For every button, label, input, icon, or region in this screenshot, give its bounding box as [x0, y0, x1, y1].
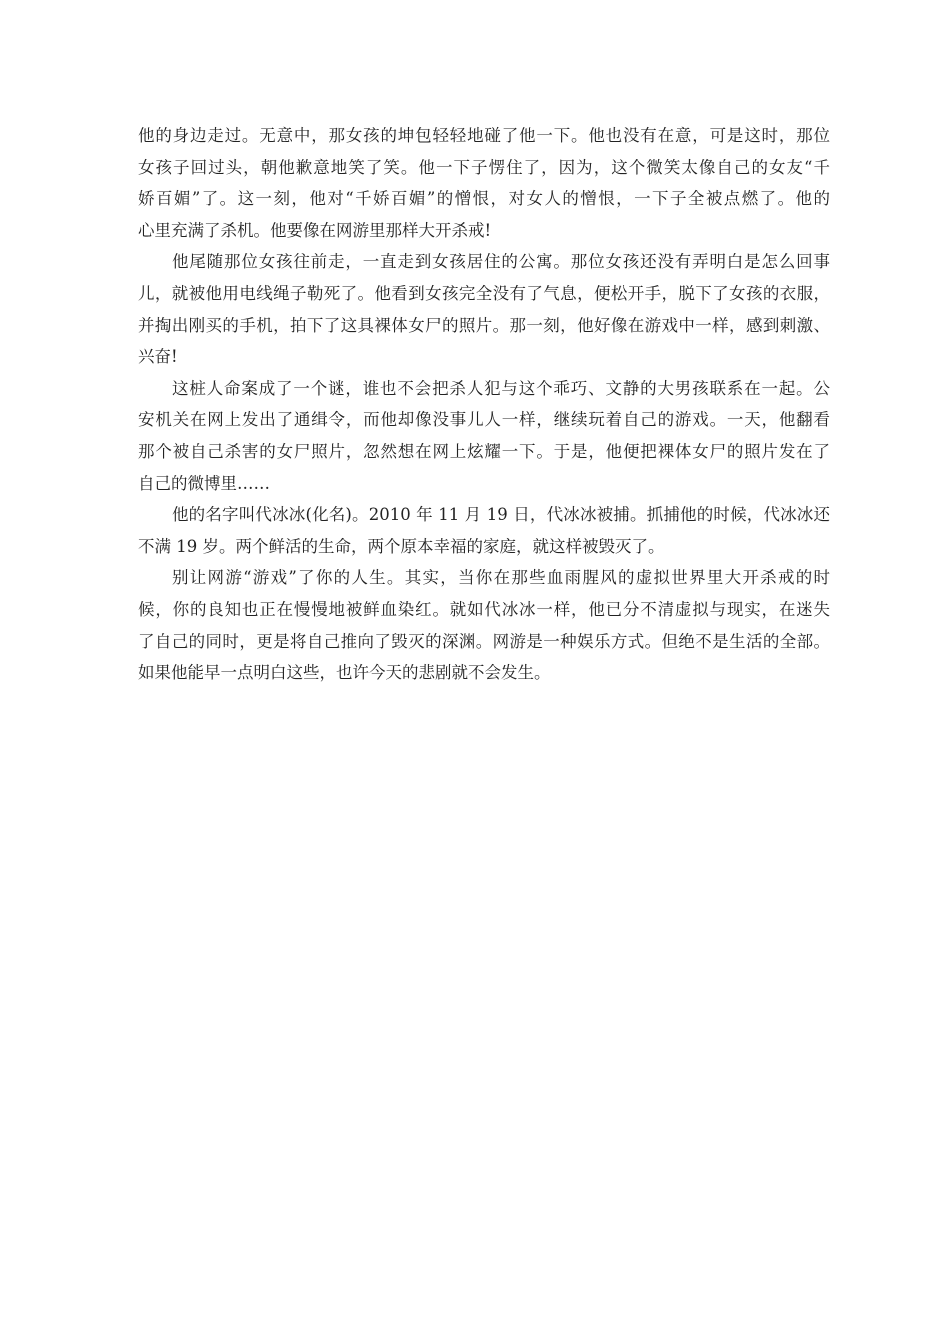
text-line: 他的身边走过。无意中，那女孩的坤包轻轻地碰了他一下。他也没有在意，可是这时，那位	[138, 126, 830, 145]
paragraph-first-line: 他尾随那位女孩往前走，一直走到女孩居住的公寓。那位女孩还没有弄明白是怎么回事	[172, 252, 830, 272]
text-line: 如果他能早一点明白这些，也许今天的悲剧就不会发生。	[138, 663, 551, 683]
text-line: 候，你的良知也正在慢慢地被鲜血染红。就如代冰冰一样，他已分不清虚拟与现实，在迷失	[138, 599, 830, 619]
text-line: 儿，就被他用电线绳子勒死了。他看到女孩完全没有了气息，便松开手，脱下了女孩的衣服，	[138, 283, 830, 303]
text-line: 不满 19 岁。两个鲜活的生命，两个原本幸福的家庭，就这样被毁灭了。	[138, 536, 665, 556]
paragraph-first-line: 这桩人命案成了一个谜，谁也不会把杀人犯与这个乖巧、文静的大男孩联系在一起。公	[172, 378, 830, 398]
text-line: 娇百媚”了。这一刻，他对“千娇百媚”的憎恨，对女人的憎恨，一下子全被点燃了。他的	[138, 189, 830, 209]
paragraph-first-line: 他的名字叫代冰冰(化名)。2010 年 11 月 19 日，代冰冰被捕。抓捕他的时候，代冰冰还	[172, 505, 830, 525]
article-body	[138, 120, 830, 689]
text-line: 兴奋!	[138, 347, 178, 367]
text-line: 了自己的同时，更是将自己推向了毁灭的深渊。网游是一种娱乐方式。但绝不是生活的全部。	[138, 631, 830, 651]
text-line: 自己的微博里……	[138, 473, 270, 493]
text-line: 那个被自己杀害的女尸照片，忽然想在网上炫耀一下。于是，他便把裸体女尸的照片发在了	[138, 441, 830, 461]
text-line: 并掏出刚买的手机，拍下了这具裸体女尸的照片。那一刻，他好像在游戏中一样，感到刺激、	[138, 315, 830, 335]
paragraph-first-line: 别让网游“游戏”了你的人生。其实，当你在那些血雨腥风的虚拟世界里大开杀戒的时	[172, 568, 830, 588]
text-line: 安机关在网上发出了通缉令，而他却像没事儿人一样，继续玩着自己的游戏。一天，他翻看	[138, 410, 830, 430]
text-line: 心里充满了杀机。他要像在网游里那样大开杀戒!	[138, 220, 492, 240]
text-line: 女孩子回过头，朝他歉意地笑了笑。他一下子愣住了，因为，这个微笑太像自己的女友“千	[138, 157, 830, 177]
